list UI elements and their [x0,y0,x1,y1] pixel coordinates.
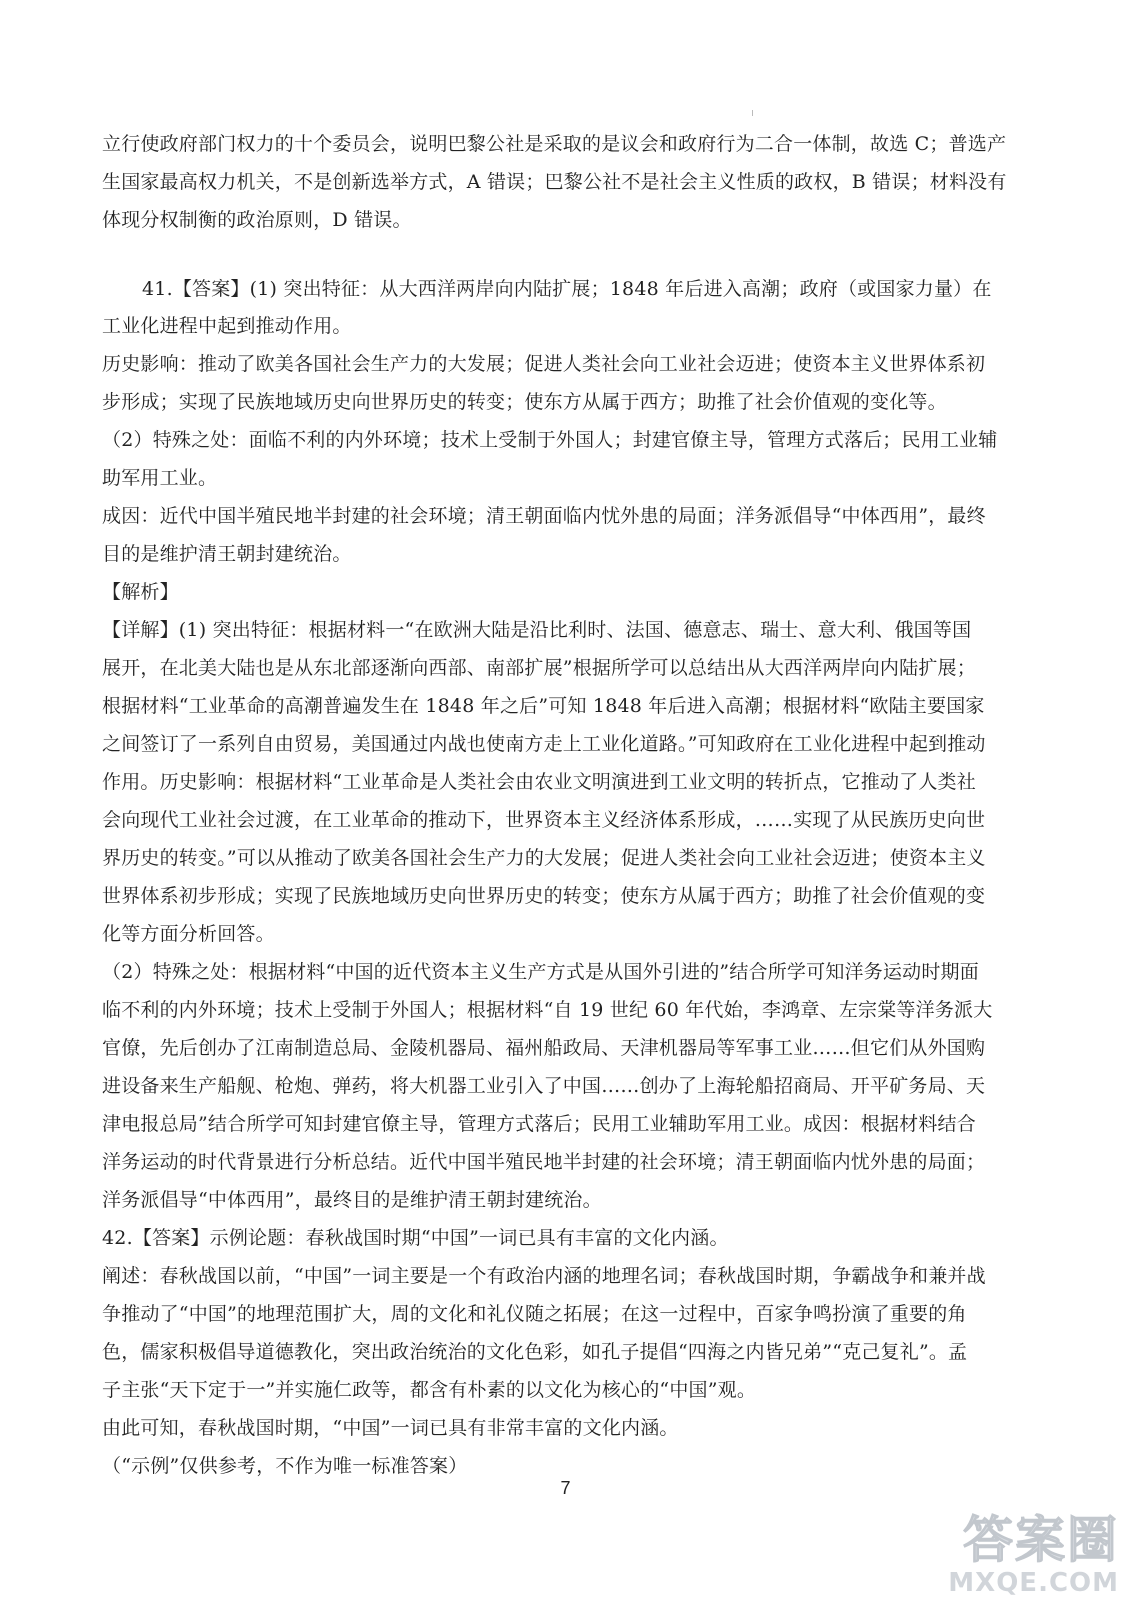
text-line: 争推动了“中国”的地理范围扩大，周的文化和礼仪随之拓展；在这一过程中，百家争鸣扮演了重要的角 [102,1303,967,1325]
watermark-text: 答案圈 [963,1511,1119,1569]
text-line: 化等方面分析回答。 [102,923,275,945]
q41-answer-first-line: 41.【答案】(1) 突出特征：从大西洋两岸向内陆扩展；1848 年后进入高潮；政府（或国家力量）在 [142,278,992,300]
text-line: 目的是维护清王朝封建统治。 [102,543,352,565]
text-line: 色，儒家积极倡导道德教化，突出政治统治的文化色彩，如孔子提倡“四海之内皆兄弟”“克己复礼”。孟 [102,1341,968,1363]
text-line: （“示例”仅供参考，不作为唯一标准答案） [102,1455,468,1477]
text-line: （2）特殊之处：根据材料“中国的近代资本主义生产方式是从国外引进的”结合所学可知洋务运动时期面 [102,961,979,983]
watermark-logo [927,1494,1123,1600]
text-line: 由此可知，春秋战国时期，“中国”一词已具有非常丰富的文化内涵。 [102,1417,679,1439]
text-line: 津电报总局”结合所学可知封建官僚主导，管理方式落后；民用工业辅助军用工业。成因：根据材料结合 [102,1113,976,1135]
text-line: 官僚，先后创办了江南制造总局、金陵机器局、福州船政局、天津机器局等军事工业……但它们从外国购 [102,1037,986,1059]
text-line: 42.【答案】示例论题：春秋战国时期“中国”一词已具有丰富的文化内涵。 [102,1227,729,1249]
text-line: 世界体系初步形成；实现了民族地域历史向世界历史的转变；使东方从属于西方；助推了社会价值观的变 [102,885,986,907]
text-line: 生国家最高权力机关，不是创新选举方式，A 错误；巴黎公社不是社会主义性质的政权，B 错误；材料没有 [102,171,1007,193]
text-line: 界历史的转变。”可以从推动了欧美各国社会生产力的大发展；促进人类社会向工业社会迈进；使资本主义 [102,847,986,869]
watermark-url: MXQE.COM [948,1568,1119,1598]
q41-answer-heading-line [102,270,1018,308]
text-line: 作用。历史影响：根据材料“工业革命是人类社会由农业文明演进到工业文明的转折点，它推动了人类社 [102,771,976,793]
text-line: 洋务派倡导“中体西用”，最终目的是维护清王朝封建统治。 [102,1189,602,1211]
text-line: 步形成；实现了民族地域历史向世界历史的转变；使东方从属于西方；助推了社会价值观的变化等。 [102,391,947,413]
answers-body [102,307,1018,1485]
text-line: 子主张“天下定于一”并实施仁政等，都含有朴素的以文化为核心的“中国”观。 [102,1379,757,1401]
q40-analysis-continuation [102,125,1018,239]
text-line: 【详解】(1) 突出特征：根据材料一“在欧洲大陆是沿比利时、法国、德意志、瑞士、意大利、俄国等国 [102,619,972,641]
text-line: 临不利的内外环境；技术上受制于外国人；根据材料“自 19 世纪 60 年代始，李鸿章、左宗棠等洋务派大 [102,999,993,1021]
text-line: 体现分权制衡的政治原则，D 错误。 [102,209,412,231]
text-line: 之间签订了一系列自由贸易，美国通过内战也使南方走上工业化道路。”可知政府在工业化进程中起到推动 [102,733,986,755]
scan-speck [752,110,753,116]
text-line: 工业化进程中起到推动作用。 [102,315,352,337]
text-line: 会向现代工业社会过渡，在工业革命的推动下，世界资本主义经济体系形成，……实现了从民族历史向世 [102,809,986,831]
text-line: 洋务运动的时代背景进行分析总结。近代中国半殖民地半封建的社会环境；清王朝面临内忧外患的局面； [102,1151,986,1173]
text-line: 根据材料“工业革命的高潮普遍发生在 1848 年之后”可知 1848 年后进入高潮；根据材料“欧陆主要国家 [102,695,985,717]
text-line: 【解析】 [102,581,179,603]
text-line: 助军用工业。 [102,467,218,489]
text-line: （2）特殊之处：面临不利的内外环境；技术上受制于外国人；封建官僚主导，管理方式落后；民用工业辅 [102,429,998,451]
page-number: 7 [560,1478,571,1498]
text-line: 立行使政府部门权力的十个委员会，说明巴黎公社是采取的是议会和政府行为二合一体制，故选 C；普选产 [102,133,1007,155]
text-line: 展开，在北美大陆也是从东北部逐渐向西部、南部扩展”根据所学可以总结出从大西洋两岸向内陆扩展； [102,657,976,679]
text-line: 阐述：春秋战国以前，“中国”一词主要是一个有政治内涵的地理名词；春秋战国时期，争霸战争和兼并战 [102,1265,986,1287]
text-line: 进设备来生产船舰、枪炮、弹药，将大机器工业引入了中国……创办了上海轮船招商局、开平矿务局、天 [102,1075,986,1097]
text-line: 历史影响：推动了欧美各国社会生产力的大发展；促进人类社会向工业社会迈进；使资本主义世界体系初 [102,353,986,375]
text-line: 成因：近代中国半殖民地半封建的社会环境；清王朝面临内忧外患的局面；洋务派倡导“中体西用”，最终 [102,505,986,527]
